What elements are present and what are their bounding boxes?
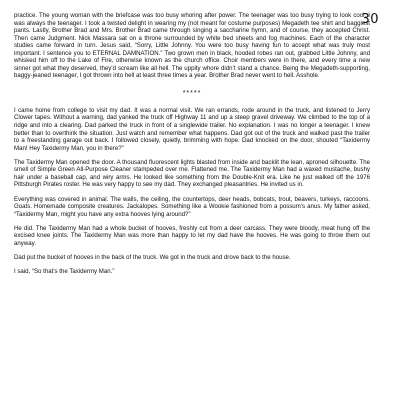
paragraph-covered-in-animal: Everything was covered in animal. The walls, the ceiling, the countertops, deer heads, bobcats, trout, beavers, turkeys, raccoons. Goats. Homemade composite creatures. Jackalopes. Something like a Wookie fashioned from a possum’s anus. My father asked, “Taxidermy Man, might you have any extra hooves lying around?” bbox=[14, 195, 370, 218]
section-break: ***** bbox=[182, 89, 202, 97]
paragraph-bucket-of-hooves: He did. The Taxidermy Man had a whole bucket of hooves, freshly cut from a deer carcass. They were bloody, meat hung off the excised knee joints. The Taxidermy Man was more than happy to let my dad have the hooves. He was going to throw them out anyway. bbox=[14, 224, 370, 247]
paragraph-taxidermy-man-door: The Taxidermy Man opened the door. A thousand fluorescent lights blasted from inside and backlit the lean, aproned silhouette. The smell of Simple Green All-Purpose Cleaner stampeded over me. Flattened me. The Taxidermy Man had a waxed mustache, bushy hair under a baseball cap, and wiry arms. He looked like something from the Double-Knit era. Like he just walked off the 1976 Pittsburgh Pirates roster. He was very happy to see my dad. They exchanged pleasantries. He invited us in. bbox=[14, 158, 370, 189]
paragraph-drive-home: Dad put the bucket of hooves in the back of the truck. We got in the truck and drove back to the house. bbox=[14, 254, 291, 262]
paragraph-visit-dad: I came home from college to visit my dad. It was a normal visit. We ran errands, rode around in the truck, and listened to Jerry Clower tapes. Without a warning, dad yanked the truck off Highway 11 and up a steep gravel driveway. We climbed to the top of a ridge and into a clearing. Dad parked the truck in front of a singlewide trailer. No explanation. I was no longer a teenager. I knew better than to overthink the situation. Just watch and remember what happens. Dad got out of the truck and walked past the trailer to a freestanding garage out back. I followed closely, quietly, brimming with hope. Dad knocked on the door, shouted “Taxidermy Man! Hey Taxidermy Man, you in there?” bbox=[14, 106, 370, 152]
paragraph-church-play: practice. The young woman with the briefcase was too busy whoring after power. The teenager was too busy trying to look cool. I was always the teenager. I took a twisted delight in wearing my (not meant for costume purposes) Megadeth tee shirt and baggiest pants. Lastly, Brother Brad and Mrs. Brother Brad came through singing a saccharine hymn, and of course, they accepted Christ. Then came Judgment. Nick Massara sat on a throne surrounded by white bed sheets and fog machines. Each of the character studies came forward in turn. Jesus said, “Sorry, Little Johnny. You were too busy having fun to accept what was truly most important. I sentence you to ETERNAL DAMNATION.” Two grown men in black, hooded robes ran out, grabbed Little Johnny, and whisked him off to the Lake of Fire, otherwise known as the church office. Choir members were in there, and every time a new sinner got what they deserved, they’d scream like all hell. The uppity whore didn’t stand a chance. Being the Megadeth-supporting, baggy-jeaned teenager, I got thrown into hell at least three times a year. Brother Brad never went to hell. Asshole. bbox=[14, 12, 370, 80]
paragraph-closing-line: I said, “So that’s the Taxidermy Man.” bbox=[14, 268, 115, 276]
page-number: 30 bbox=[361, 12, 379, 27]
body-text bbox=[14, 12, 370, 276]
